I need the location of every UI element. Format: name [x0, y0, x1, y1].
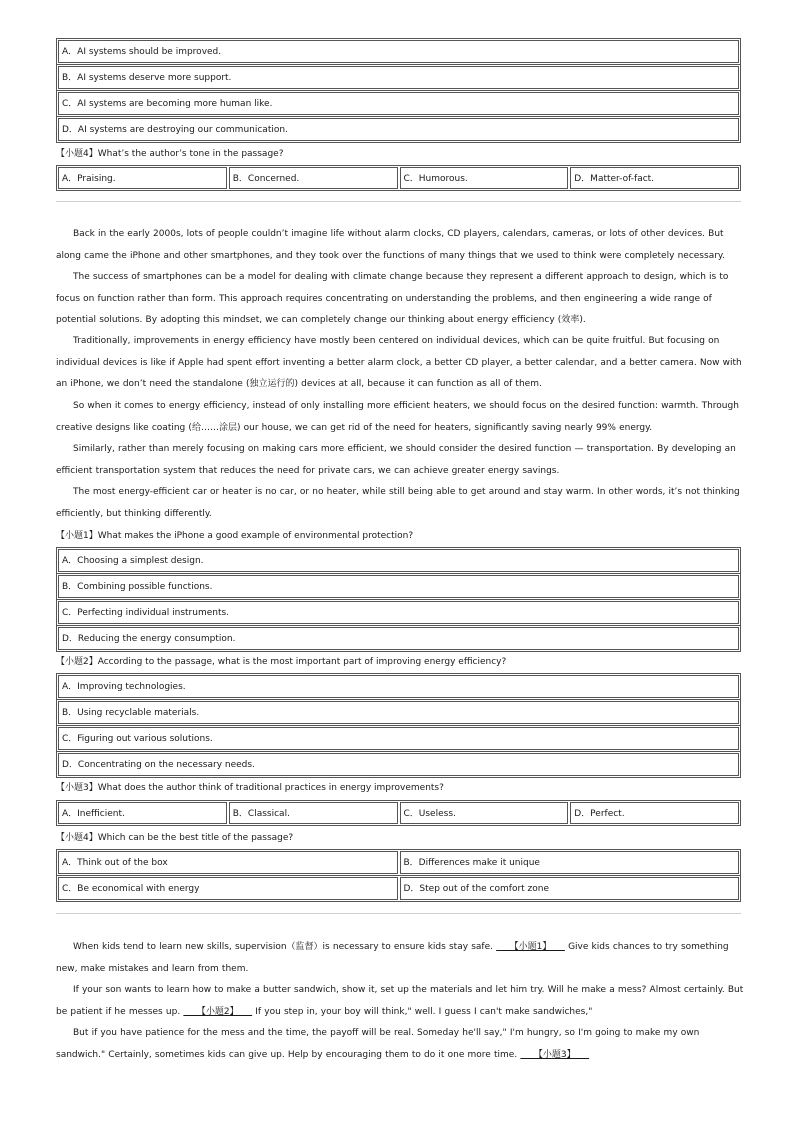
- option-row: [57, 600, 740, 626]
- passage2-paragraph-2: The success of smartphones can be a model for dealing with climate change because they represent a different approach to design, which is to focus on function rather than form. This approach requires concentrating on understanding the problems, and then engineering a wide range of potential solutions. By adopting this mindset, we can completely change our thinking about energy efficiency (效率).: [56, 272, 729, 325]
- p2-q3-stem: 【小题3】What does the author think of traditional practices in energy improvements?: [56, 783, 444, 793]
- p2-q4-options-table: [56, 849, 741, 902]
- option-row: [57, 65, 740, 91]
- s1-q3-option-c[interactable]: C．AI systems are becoming more human like.: [58, 92, 739, 115]
- section-divider: [56, 201, 741, 202]
- option-row: [57, 548, 740, 574]
- passage3-paragraph-1: [56, 937, 746, 980]
- s1-q3-option-b[interactable]: B．AI systems deserve more support.: [58, 66, 739, 89]
- passage2-paragraph-6: The most energy-efficient car or heater is no car, or no heater, while still being able to get around and stay warm. In other words, it’s not thinking efficiently, but thinking differently.: [56, 487, 740, 519]
- passage2-paragraph-5: Similarly, rather than merely focusing on making cars more efficient, we should consider the desired function — transportation. By developing an efficient transportation system that reduces the need for private cars, we can achieve greater energy savings.: [56, 444, 736, 476]
- p2-q3-option-d[interactable]: D．Perfect.: [570, 802, 739, 824]
- p2-q3-option-c[interactable]: C．Useless.: [400, 802, 569, 824]
- p2-q1-stem: 【小题1】What makes the iPhone a good example of environmental protection?: [56, 531, 414, 541]
- s1-q3-options-table: [56, 38, 741, 143]
- passage3-p1-text: When kids tend to learn new skills, supervision（监督）is necessary to ensure kids stay safe.: [73, 942, 493, 952]
- p2-q3-options-table: [56, 800, 741, 826]
- option-row: [57, 752, 740, 777]
- s1-q4-options-table: [56, 165, 741, 191]
- blank-3[interactable]: 【小题3】: [520, 1049, 590, 1060]
- p2-q4-option-b[interactable]: B．Differences make it unique: [400, 851, 740, 874]
- option-row: [57, 700, 740, 726]
- p2-q4-option-a[interactable]: A．Think out of the box: [58, 851, 398, 874]
- s1-q3-option-a[interactable]: A．AI systems should be improved.: [58, 40, 739, 63]
- p2-q4-option-d[interactable]: D．Step out of the comfort zone: [400, 877, 740, 900]
- p2-q4-option-c[interactable]: C．Be economical with energy: [58, 877, 398, 900]
- passage2-paragraph-1: Back in the early 2000s, lots of people couldn’t imagine life without alarm clocks, CD players, calendars, cameras, or lots of other devices. But along came the iPhone and other smartphones, and they took over the functions of many things that we used to think were completely necessary.: [56, 229, 725, 261]
- p2-q1-option-c[interactable]: C．Perfecting individual instruments.: [58, 601, 739, 624]
- passage2-paragraph-3: Traditionally, improvements in energy efficiency have mostly been centered on individual devices, which can be quite fruitful. But focusing on individual devices is like if Apple had spent effort inventing a better alarm clock, a better CD player, a better calendar, and a better camera. Now with an iPhone, we don’t need the standalone (独立运行的) devices at all, because it can function as all of them.: [56, 336, 742, 389]
- passage3-paragraph-3: [56, 1023, 746, 1066]
- p2-q1-option-b[interactable]: B．Combining possible functions.: [58, 575, 739, 598]
- option-row: [57, 626, 740, 651]
- s1-q3-option-d[interactable]: D．AI systems are destroying our communication.: [58, 118, 739, 141]
- option-row: [57, 801, 740, 825]
- p2-q1-options-table: [56, 547, 741, 652]
- p2-q2-option-d[interactable]: D．Concentrating on the necessary needs.: [58, 753, 739, 776]
- p2-q2-option-a[interactable]: A．Improving technologies.: [58, 675, 739, 698]
- option-row: [57, 166, 740, 190]
- s1-q4-stem: 【小题4】What’s the author’s tone in the passage?: [56, 149, 284, 159]
- p2-q2-option-b[interactable]: B．Using recyclable materials.: [58, 701, 739, 724]
- p2-q2-option-c[interactable]: C．Figuring out various solutions.: [58, 727, 739, 750]
- blank-1[interactable]: 【小题1】: [496, 942, 565, 952]
- option-row: [57, 876, 740, 901]
- p2-q1-option-d[interactable]: D．Reducing the energy consumption.: [58, 627, 739, 650]
- section-divider: [56, 913, 741, 914]
- p2-q1-option-a[interactable]: A．Choosing a simplest design.: [58, 549, 739, 572]
- p2-q3-option-a[interactable]: A．Inefficient.: [58, 802, 227, 824]
- option-row: [57, 117, 740, 142]
- passage2-paragraph-4: So when it comes to energy efficiency, instead of only installing more efficient heaters, we should focus on the desired function: warmth. Through creative designs like coating (给……涂层) our house, we can get rid of the need for heaters, significantly saving nearly 99% energy.: [56, 401, 739, 433]
- option-row: [57, 726, 740, 752]
- passage3-p1-text-after: Give kids chances to try something new, make mistakes and learn from them.: [56, 942, 729, 974]
- p2-q4-stem: 【小题4】Which can be the best title of the passage?: [56, 833, 294, 843]
- option-row: [57, 574, 740, 600]
- passage3-p2-text: If your son wants to learn how to make a butter sandwich, show it, set up the materials and let him try. Will he make a mess? Almost certainly. But be patient if he messes up.: [56, 985, 744, 1017]
- p2-q2-options-table: [56, 673, 741, 778]
- passage3-p3-text: But if you have patience for the mess and the time, the payoff will be real. Someday he'll say," I'm hungry, so I'm going to make my own sandwich." Certainly, sometimes kids can give up. Help by encouraging them to do it one more time.: [56, 1028, 700, 1060]
- blank-2[interactable]: 【小题2】: [183, 1006, 253, 1017]
- p2-q3-option-b[interactable]: B．Classical.: [229, 802, 398, 824]
- passage3-paragraph-2: [56, 980, 746, 1023]
- option-row: [57, 39, 740, 65]
- s1-q4-option-b[interactable]: B．Concerned.: [229, 167, 398, 189]
- passage3-p2-text-after: If you step in, your boy will think," well. I guess I can't make sandwiches,": [255, 1006, 593, 1017]
- option-row: [57, 91, 740, 117]
- s1-q4-option-d[interactable]: D．Matter-of-fact.: [570, 167, 739, 189]
- p2-q2-stem: 【小题2】According to the passage, what is the most important part of improving energy efficiency?: [56, 657, 507, 667]
- s1-q4-option-c[interactable]: C．Humorous.: [400, 167, 569, 189]
- option-row: [57, 674, 740, 700]
- option-row: [57, 850, 740, 876]
- s1-q4-option-a[interactable]: A．Praising.: [58, 167, 227, 189]
